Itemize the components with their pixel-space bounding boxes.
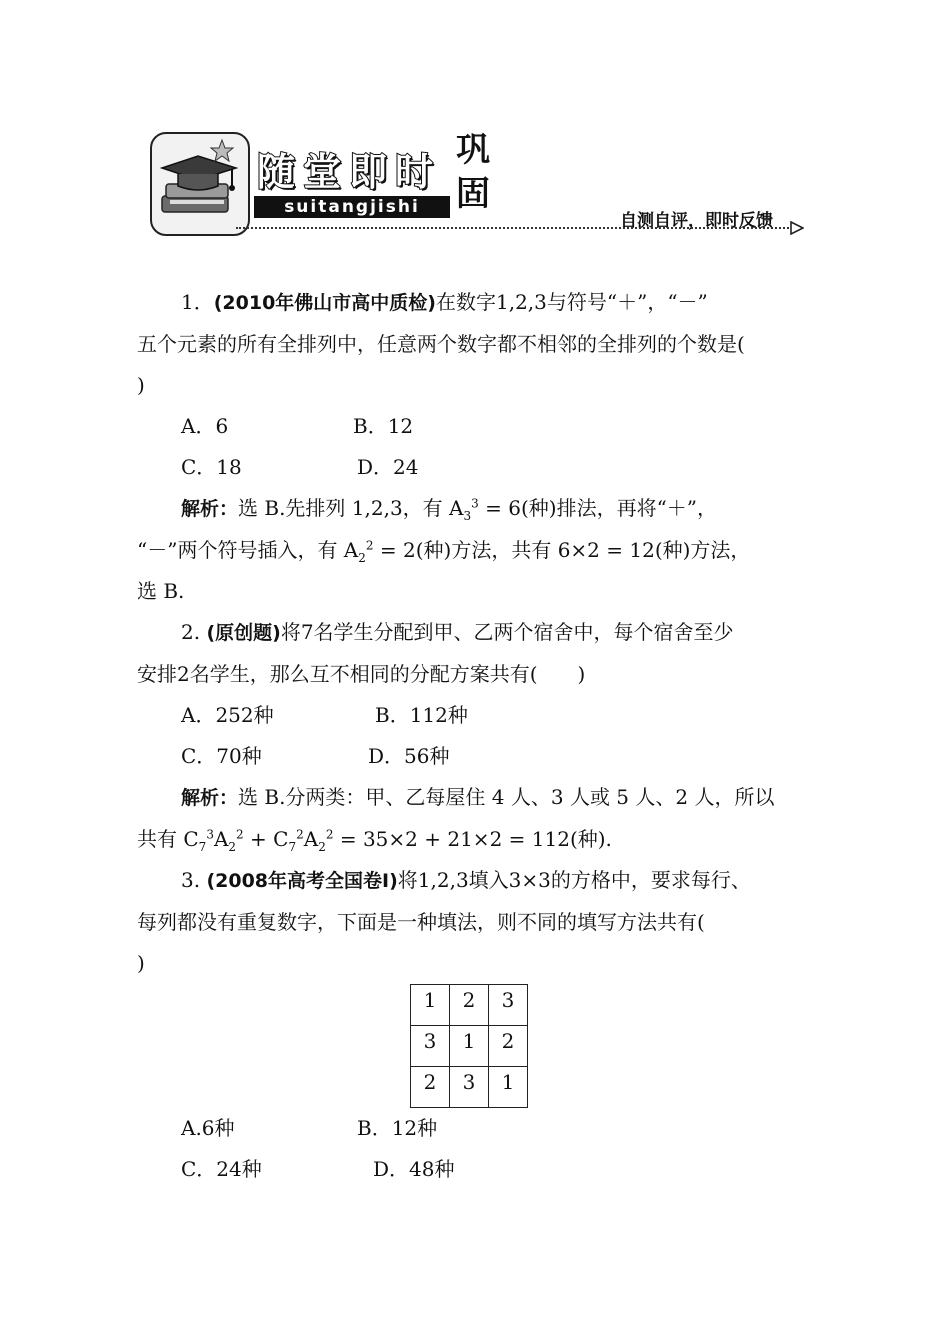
- grid-row: [411, 1067, 528, 1108]
- option-d[interactable]: D．48种: [373, 1157, 455, 1181]
- superscript: 2: [236, 827, 244, 842]
- banner-pinyin: suitangjishi: [254, 196, 450, 218]
- section-banner: [150, 128, 810, 240]
- exercise-content: [137, 282, 837, 1190]
- grid-cell: 1: [450, 1026, 489, 1067]
- analysis-text: 共有 C: [137, 827, 199, 851]
- analysis-text: A: [213, 827, 229, 851]
- banner-side-char: 巩: [456, 130, 490, 170]
- option-d[interactable]: D．56种: [368, 744, 450, 768]
- analysis-text: = 35×2 + 21×2 = 112(种).: [333, 827, 612, 851]
- question-text-line: 安排2名学生，那么互不相同的分配方案共有( ): [137, 662, 586, 686]
- analysis: [137, 488, 837, 530]
- question-stem: [137, 612, 837, 654]
- question-1: [137, 282, 837, 612]
- analysis-text: = 2(种)方法，共有 6×2 = 12(种)方法，: [373, 538, 751, 562]
- grid-cell: 3: [411, 1026, 450, 1067]
- options-row: [137, 695, 837, 736]
- options-row: [137, 736, 837, 777]
- question-3: [137, 860, 837, 1190]
- grid-row: [411, 985, 528, 1026]
- grid-cell: 2: [450, 985, 489, 1026]
- question-text-line: 每列都没有重复数字，下面是一种填法，则不同的填写方法共有(: [137, 910, 705, 934]
- option-a[interactable]: A．6: [181, 414, 229, 438]
- option-d[interactable]: D．24: [357, 455, 419, 479]
- banner-side-title: [456, 128, 496, 216]
- superscript: 3: [206, 827, 214, 842]
- banner-title-char: 即: [348, 149, 387, 194]
- banner-side-char: 固: [456, 174, 490, 214]
- subscript: 2: [228, 840, 237, 854]
- question-number: 1．: [181, 290, 214, 314]
- banner-subtitle: 自测自评，即时反馈: [620, 211, 773, 231]
- grid-cell: 2: [489, 1026, 528, 1067]
- question-number: 3.: [181, 868, 201, 892]
- number-grid: [410, 984, 528, 1108]
- banner-dotted-divider: [236, 227, 796, 229]
- grid-cell: 2: [411, 1067, 450, 1108]
- options-row: [137, 1149, 837, 1190]
- options-row: [137, 1108, 837, 1149]
- analysis: [137, 777, 837, 819]
- superscript: 2: [365, 538, 374, 553]
- analysis-line: 选 B.: [137, 579, 185, 603]
- subscript: 2: [358, 551, 366, 565]
- question-source: (2010年佛山市高中质检): [213, 292, 436, 314]
- graduation-cap-book-icon: [150, 132, 250, 236]
- grid-cell: 3: [450, 1067, 489, 1108]
- option-b[interactable]: B．112种: [375, 703, 468, 727]
- option-b[interactable]: B．12: [353, 414, 414, 438]
- question-stem: [137, 860, 837, 902]
- question-stem: [137, 282, 837, 324]
- grid-cell: 1: [411, 985, 450, 1026]
- banner-title: [254, 146, 436, 194]
- analysis-line: [137, 530, 837, 571]
- analysis-text: “－”两个符号插入，有 A: [137, 538, 359, 562]
- banner-title-char: 随: [256, 149, 295, 194]
- option-b[interactable]: B．12种: [357, 1116, 438, 1140]
- question-text-line: ): [137, 951, 145, 975]
- grid-cell: 3: [489, 985, 528, 1026]
- superscript: 2: [325, 827, 334, 842]
- subscript: 7: [198, 840, 207, 854]
- superscript: 2: [296, 827, 304, 842]
- option-c[interactable]: C．24种: [181, 1157, 262, 1181]
- options-row: [137, 447, 837, 488]
- question-number: 2.: [181, 620, 201, 644]
- subscript: 2: [318, 840, 326, 854]
- analysis-label: 解析：: [181, 787, 239, 809]
- analysis-line: [137, 819, 837, 860]
- number-grid-wrapper: [137, 984, 837, 1108]
- option-c[interactable]: C．70种: [181, 744, 262, 768]
- question-source: (原创题): [206, 622, 281, 644]
- subscript: 3: [463, 509, 472, 523]
- subscript: 7: [288, 840, 297, 854]
- grid-row: [411, 1026, 528, 1067]
- question-text-line: ): [137, 373, 145, 397]
- arrow-right-icon: [790, 221, 804, 235]
- option-c[interactable]: C．18: [181, 455, 242, 479]
- analysis-text: = 6(种)排法，再将“＋”，: [478, 496, 718, 520]
- grid-cell: 1: [489, 1067, 528, 1108]
- analysis-text: + C: [243, 827, 289, 851]
- question-source: (2008年高考全国卷Ⅰ): [206, 870, 398, 892]
- analysis-text: A: [303, 827, 319, 851]
- analysis-text: 选 B.分两类：甲、乙每屋住 4 人、3 人或 5 人、2 人，所以: [238, 785, 775, 809]
- option-a[interactable]: A．252种: [181, 703, 274, 727]
- question-text: 将7名学生分配到甲、乙两个宿舍中，每个宿舍至少: [280, 620, 734, 644]
- analysis-text: 选 B.先排列 1,2,3，有 A: [238, 496, 464, 520]
- banner-title-char: 堂: [302, 149, 341, 194]
- question-2: [137, 612, 837, 860]
- question-text-line: 五个元素的所有全排列中，任意两个数字都不相邻的全排列的个数是(: [137, 332, 745, 356]
- analysis-label: 解析：: [181, 498, 239, 520]
- banner-title-char: 时: [394, 149, 433, 194]
- options-row: [137, 406, 837, 447]
- superscript: 3: [471, 496, 479, 511]
- option-a[interactable]: A.6种: [181, 1116, 235, 1140]
- question-text: 在数字1,2,3与符号“＋”，“－”: [435, 290, 708, 314]
- question-text: 将1,2,3填入3×3的方格中，要求每行、: [397, 868, 751, 892]
